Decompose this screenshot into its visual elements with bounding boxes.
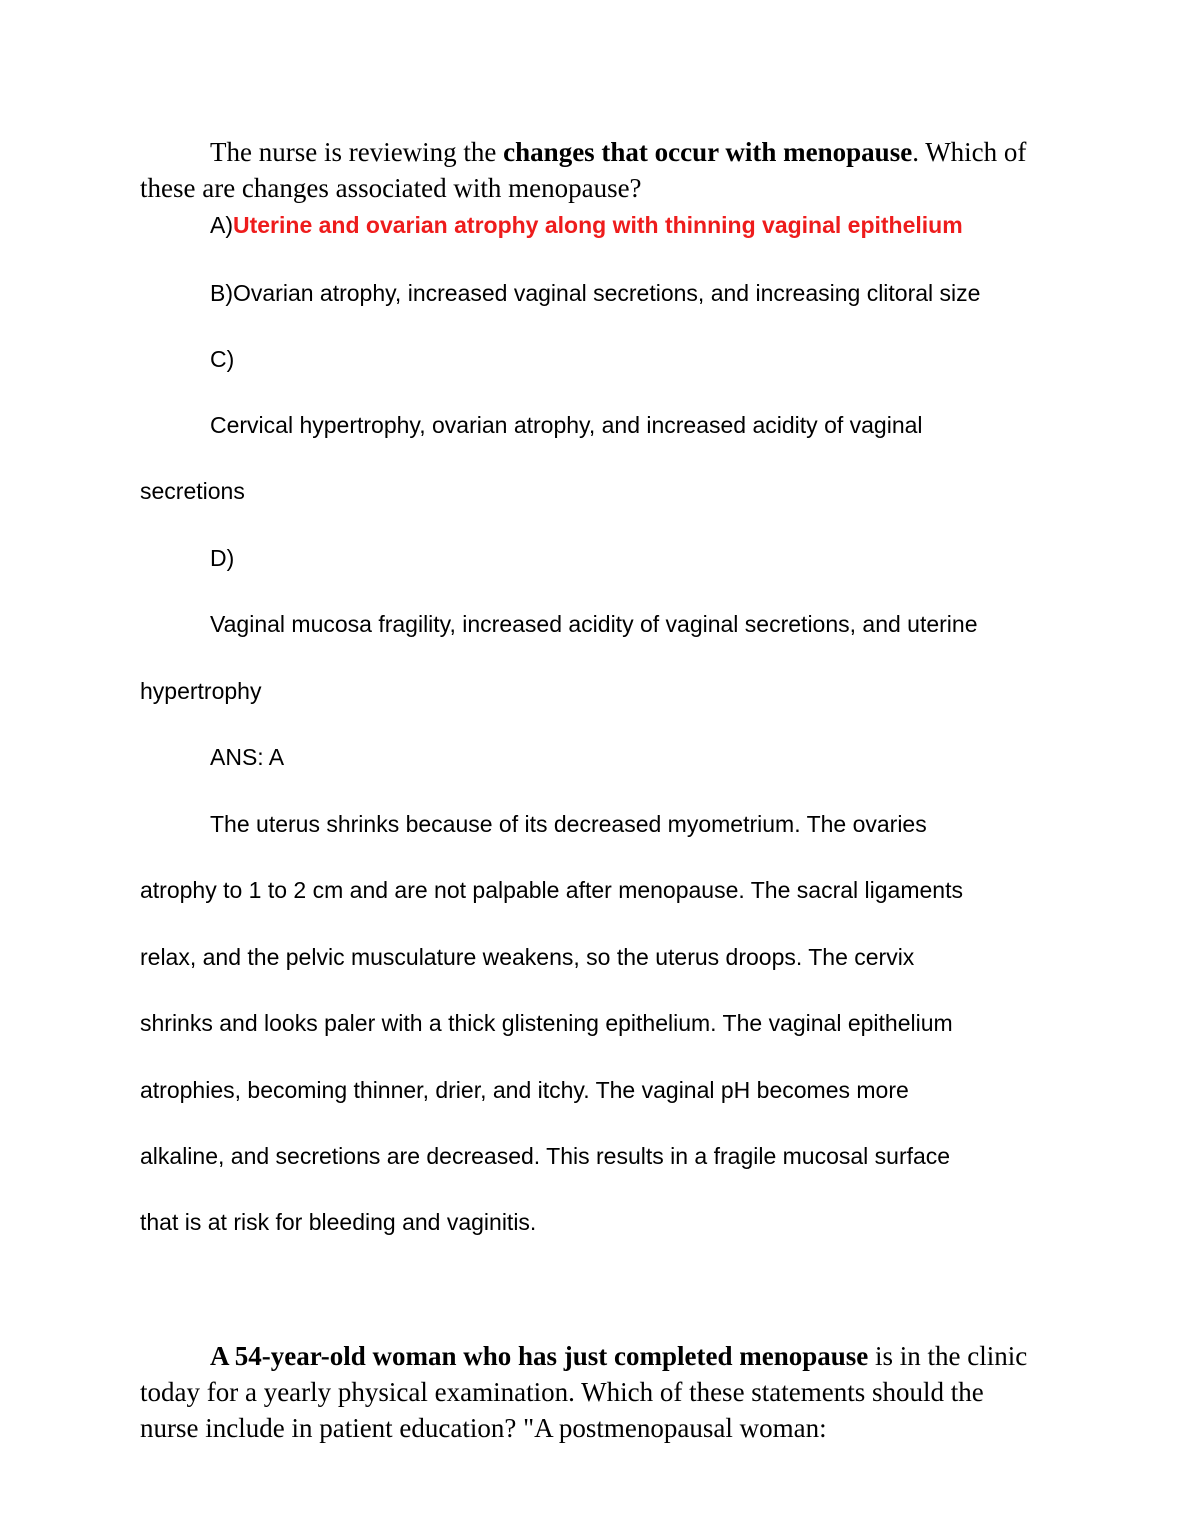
question-2-stem-line-1: A 54-year-old woman who has just completed menopause is in the clinic xyxy=(210,1341,1028,1371)
explanation-line-4: shrinks and looks paler with a thick glistening epithelium. The vaginal epithelium xyxy=(140,1010,953,1036)
explanation-line-3: relax, and the pelvic musculature weakens, so the uterus droops. The cervix xyxy=(140,944,915,970)
explanation-line-1: The uterus shrinks because of its decreased myometrium. The ovaries xyxy=(210,811,927,837)
explanation-line-5: atrophies, becoming thinner, drier, and itchy. The vaginal pH becomes more xyxy=(140,1077,909,1103)
question-2-stem-line-3: nurse include in patient education? "A postmenopausal woman: xyxy=(140,1413,827,1443)
question-1-stem-line-2: these are changes associated with menopause? xyxy=(140,173,642,203)
option-c-text-line-1: Cervical hypertrophy, ovarian atrophy, and increased acidity of vaginal xyxy=(210,412,923,438)
explanation-line-7: that is at risk for bleeding and vaginitis. xyxy=(140,1209,537,1235)
option-a xyxy=(210,210,963,240)
answer-key: ANS: A xyxy=(210,744,285,770)
option-d-label: D) xyxy=(210,545,235,571)
option-b: B)Ovarian atrophy, increased vaginal secretions, and increasing clitoral size xyxy=(210,280,981,306)
question-1-stem-emphasis: changes that occur with menopause xyxy=(503,137,913,167)
explanation-line-2: atrophy to 1 to 2 cm and are not palpable after menopause. The sacral ligaments xyxy=(140,877,963,903)
explanation-line-6: alkaline, and secretions are decreased. This results in a fragile mucosal surface xyxy=(140,1143,951,1169)
option-c-label: C) xyxy=(210,346,235,372)
option-d-text-line-2: hypertrophy xyxy=(140,678,262,704)
option-c-text-line-2: secretions xyxy=(140,478,245,504)
question-2-stem-line-2: today for a yearly physical examination. Which of these statements should the xyxy=(140,1377,984,1407)
option-a-label: A) xyxy=(210,212,233,238)
question-1-stem-line-1: The nurse is reviewing the changes that occur with menopause. Which of xyxy=(210,137,1027,167)
option-a-text: Uterine and ovarian atrophy along with thinning vaginal epithelium xyxy=(233,212,963,238)
option-d-text-line-1: Vaginal mucosa fragility, increased acidity of vaginal secretions, and uterine xyxy=(210,611,978,637)
question-2-stem-emphasis: A 54-year-old woman who has just completed menopause xyxy=(210,1341,869,1371)
